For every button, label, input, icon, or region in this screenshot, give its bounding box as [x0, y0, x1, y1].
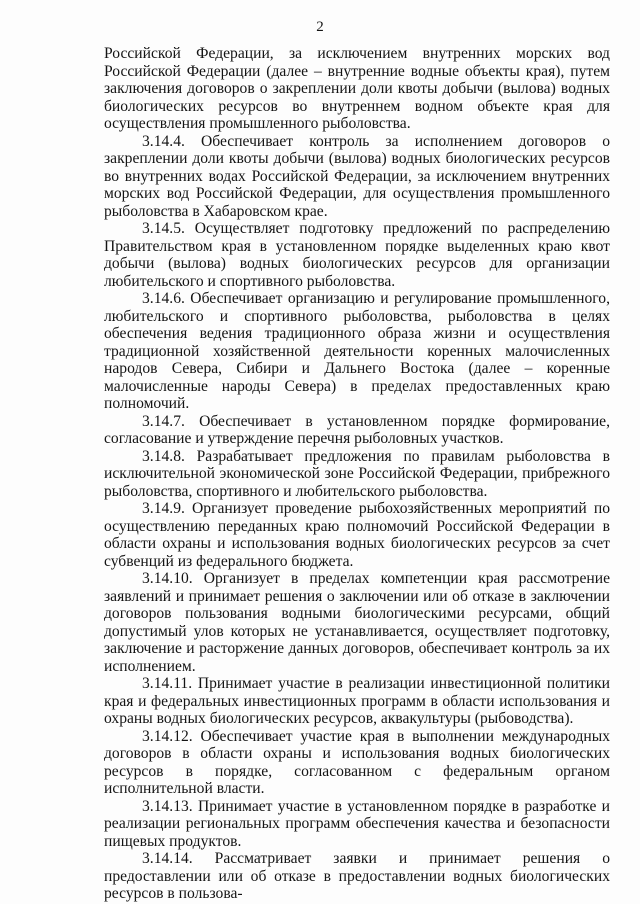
paragraph-3-14-6: 3.14.6. Обеспечивает организацию и регулирование промышленного, любительского и спортивного рыболовства, рыболовства в целях обеспечения ведения традиционного образа жизни и осуществления традиционной хозяйственной деятельности коренных малочисленных народов Севера, Сибири и Дальнего Востока (далее – коренные малочисленные народы Севера) в пределах предоставленных краю полномочий. — [104, 290, 610, 412]
document-body — [104, 45, 610, 903]
paragraph-3-14-8: 3.14.8. Разрабатывает предложения по правилам рыболовства в исключительной экономической зоне Российской Федерации, прибрежного рыболовства, спортивного и любительского рыболовства. — [104, 447, 610, 500]
paragraph-3-14-13: 3.14.13. Принимает участие в установленном порядке в разработке и реализации региональных программ обеспечения качества и безопасности пищевых продуктов. — [104, 797, 610, 850]
paragraph-3-14-9: 3.14.9. Организует проведение рыбохозяйственных мероприятий по осуществлению переданных краю полномочий Российской Федерации в области охраны и использования водных биологических ресурсов за счет субвенций из федерального бюджета. — [104, 500, 610, 570]
paragraph-3-14-14: 3.14.14. Рассматривает заявки и принимает решения о предоставлении или об отказе в предоставлении водных биологических ресурсов в пользова- — [104, 850, 610, 902]
paragraph-continuation: Российской Федерации, за исключением внутренних морских вод Российской Федерации (далее – внутренние водные объекты края), путем заключения договоров о закреплении доли квоты добычи (вылова) водных биологических ресурсов во внутреннем водном объекте края для осуществления промышленного рыболовства. — [104, 45, 610, 132]
paragraph-3-14-11: 3.14.11. Принимает участие в реализации инвестиционной политики края и федеральных инвестиционных программ в области использования и охраны водных биологических ресурсов, аквакультуры (рыбоводства). — [104, 675, 610, 727]
paragraph-3-14-4: 3.14.4. Обеспечивает контроль за исполнением договоров о закреплении доли квоты добычи (вылова) водных биологических ресурсов во внутренних водах Российской Федерации, за исключением внутренних морских вод Российской Федерации, для осуществления промышленного рыболовства в Хабаровском крае. — [104, 132, 610, 220]
paragraph-3-14-10: 3.14.10. Организует в пределах компетенции края рассмотрение заявлений и принимает решения о заключении или об отказе в заключении договоров пользования водными биологическими ресурсами, общий допустимый улов которых не устанавливается, осуществляет подготовку, заключение и расторжение данных договоров, обеспечивает контроль за их исполнением. — [104, 570, 610, 675]
page-number: 2 — [316, 19, 324, 35]
paragraph-3-14-7: 3.14.7. Обеспечивает в установленном порядке формирование, согласование и утверждение перечня рыболовных участков. — [104, 412, 610, 447]
paragraph-3-14-5: 3.14.5. Осуществляет подготовку предложений по распределению Правительством края в установленном порядке выделенных краю квот добычи (вылова) водных биологических ресурсов для организации любительского и спортивного рыболовства. — [104, 220, 610, 290]
paragraph-3-14-12: 3.14.12. Обеспечивает участие края в выполнении международных договоров в области охраны и использования водных биологических ресурсов в порядке, согласованном с федеральным органом исполнительной власти. — [104, 727, 610, 797]
